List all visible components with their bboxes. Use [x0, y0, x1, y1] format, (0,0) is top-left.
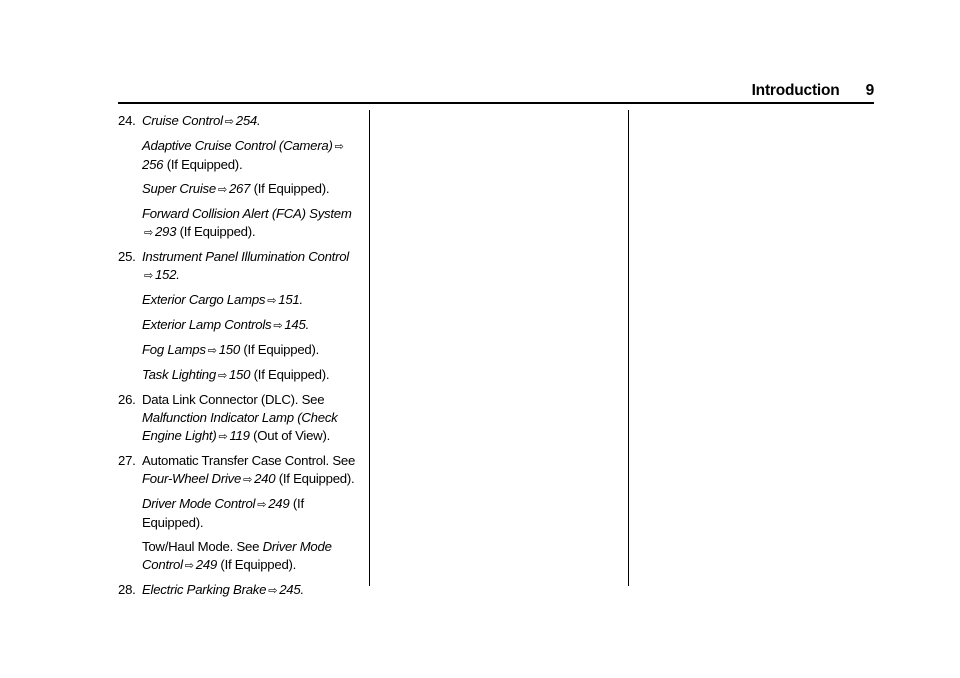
page-reference-link[interactable]: 151. [278, 292, 303, 307]
callout-title: Exterior Lamp Controls [142, 317, 272, 332]
callout-entry [118, 391, 358, 446]
callout-title: Adaptive Cruise Control (Camera) [142, 138, 333, 153]
callout-suffix: (If Equipped). [243, 342, 320, 357]
callout-entry [118, 452, 358, 575]
page-ref-arrow-icon: ⇨ [217, 370, 227, 382]
callout-number: 26. [118, 392, 136, 407]
page-reference-link[interactable]: 150 [228, 367, 251, 382]
callout-line [142, 366, 358, 385]
callout-title: Super Cruise [142, 181, 216, 196]
page-ref-arrow-icon: ⇨ [224, 116, 234, 128]
page-number: 9 [865, 82, 874, 99]
page-reference-link[interactable]: 249 [195, 557, 217, 572]
callout-line [142, 391, 358, 446]
callout-title: Malfunction Indicator Lamp (Check Engine Light) [142, 410, 338, 443]
callout-suffix: (If Equipped). [179, 224, 256, 239]
callout-entry [118, 248, 358, 385]
callout-prefix: Tow/Haul Mode. See [142, 539, 260, 554]
callout-suffix: (If Equipped). [278, 471, 355, 486]
page-ref-arrow-icon: ⇨ [268, 585, 278, 597]
page-ref-arrow-icon: ⇨ [267, 295, 277, 307]
callout-suffix: (If Equipped). [253, 367, 330, 382]
callout-title: Electric Parking Brake [142, 582, 267, 597]
page-header [752, 82, 874, 100]
page-reference-link[interactable]: 249 [268, 496, 290, 511]
page-ref-arrow-icon: ⇨ [257, 499, 267, 511]
callout-line [142, 316, 358, 335]
page-reference-link[interactable]: 245. [279, 582, 304, 597]
callout-line [142, 248, 358, 285]
page-reference-link[interactable]: 256 [142, 157, 164, 172]
callout-title: Task Lighting [142, 367, 216, 382]
section-title: Introduction [751, 82, 840, 99]
callout-suffix: (If Equipped). [142, 496, 304, 530]
page-ref-arrow-icon: ⇨ [207, 345, 217, 357]
page-ref-arrow-icon: ⇨ [144, 227, 153, 239]
callout-line [142, 291, 358, 310]
callout-suffix: (If Equipped). [253, 181, 330, 196]
callout-list [118, 112, 358, 606]
callout-line [142, 137, 358, 174]
callout-prefix: Automatic Transfer Case Control. See [142, 453, 356, 468]
page-reference-link[interactable]: 150 [218, 342, 240, 357]
page-ref-arrow-icon: ⇨ [144, 270, 153, 282]
callout-title: Fog Lamps [142, 342, 206, 357]
callout-line [142, 538, 358, 575]
callout-line [142, 341, 358, 360]
page-reference-link[interactable]: 254. [235, 113, 261, 128]
callout-line [142, 205, 358, 242]
callout-line [142, 581, 358, 600]
callout-entry [118, 112, 358, 242]
page-reference-link[interactable]: 145. [284, 317, 309, 332]
callout-title: Exterior Cargo Lamps [142, 292, 266, 307]
callout-line [142, 452, 358, 489]
callout-line [142, 112, 358, 131]
callout-number: 24. [118, 113, 136, 128]
callout-line [142, 180, 358, 199]
callout-suffix: (If Equipped). [166, 157, 243, 172]
page-ref-arrow-icon: ⇨ [184, 560, 194, 572]
callout-number: 25. [118, 249, 136, 264]
callout-title: Driver Mode Control [142, 539, 332, 572]
page-ref-arrow-icon: ⇨ [243, 474, 253, 486]
column-divider [369, 110, 370, 586]
callout-prefix: Data Link Connector (DLC). See [142, 392, 325, 407]
page-ref-arrow-icon: ⇨ [273, 320, 283, 332]
column-divider [628, 110, 629, 586]
page-reference-link[interactable]: 152. [154, 267, 180, 282]
callout-suffix: (If Equipped). [220, 557, 297, 572]
callout-number: 27. [118, 453, 136, 468]
page-reference-link[interactable]: 267 [228, 181, 251, 196]
callout-title: Instrument Panel Illumination Control [142, 249, 349, 264]
page-ref-arrow-icon: ⇨ [218, 431, 228, 443]
callout-suffix: (Out of View). [253, 428, 331, 443]
callout-title: Cruise Control [142, 113, 223, 128]
callout-entry [118, 581, 358, 600]
page-reference-link[interactable]: 119 [229, 428, 250, 443]
callout-line [142, 495, 358, 532]
header-rule [118, 102, 874, 104]
page-reference-link[interactable]: 240 [254, 471, 276, 486]
callout-title: Forward Collision Alert (FCA) System [142, 206, 352, 221]
page-ref-arrow-icon: ⇨ [217, 184, 227, 196]
page-ref-arrow-icon: ⇨ [334, 141, 344, 153]
page-reference-link[interactable]: 293 [154, 224, 177, 239]
callout-title: Driver Mode Control [142, 496, 256, 511]
callout-number: 28. [118, 582, 136, 597]
callout-title: Four-Wheel Drive [142, 471, 242, 486]
